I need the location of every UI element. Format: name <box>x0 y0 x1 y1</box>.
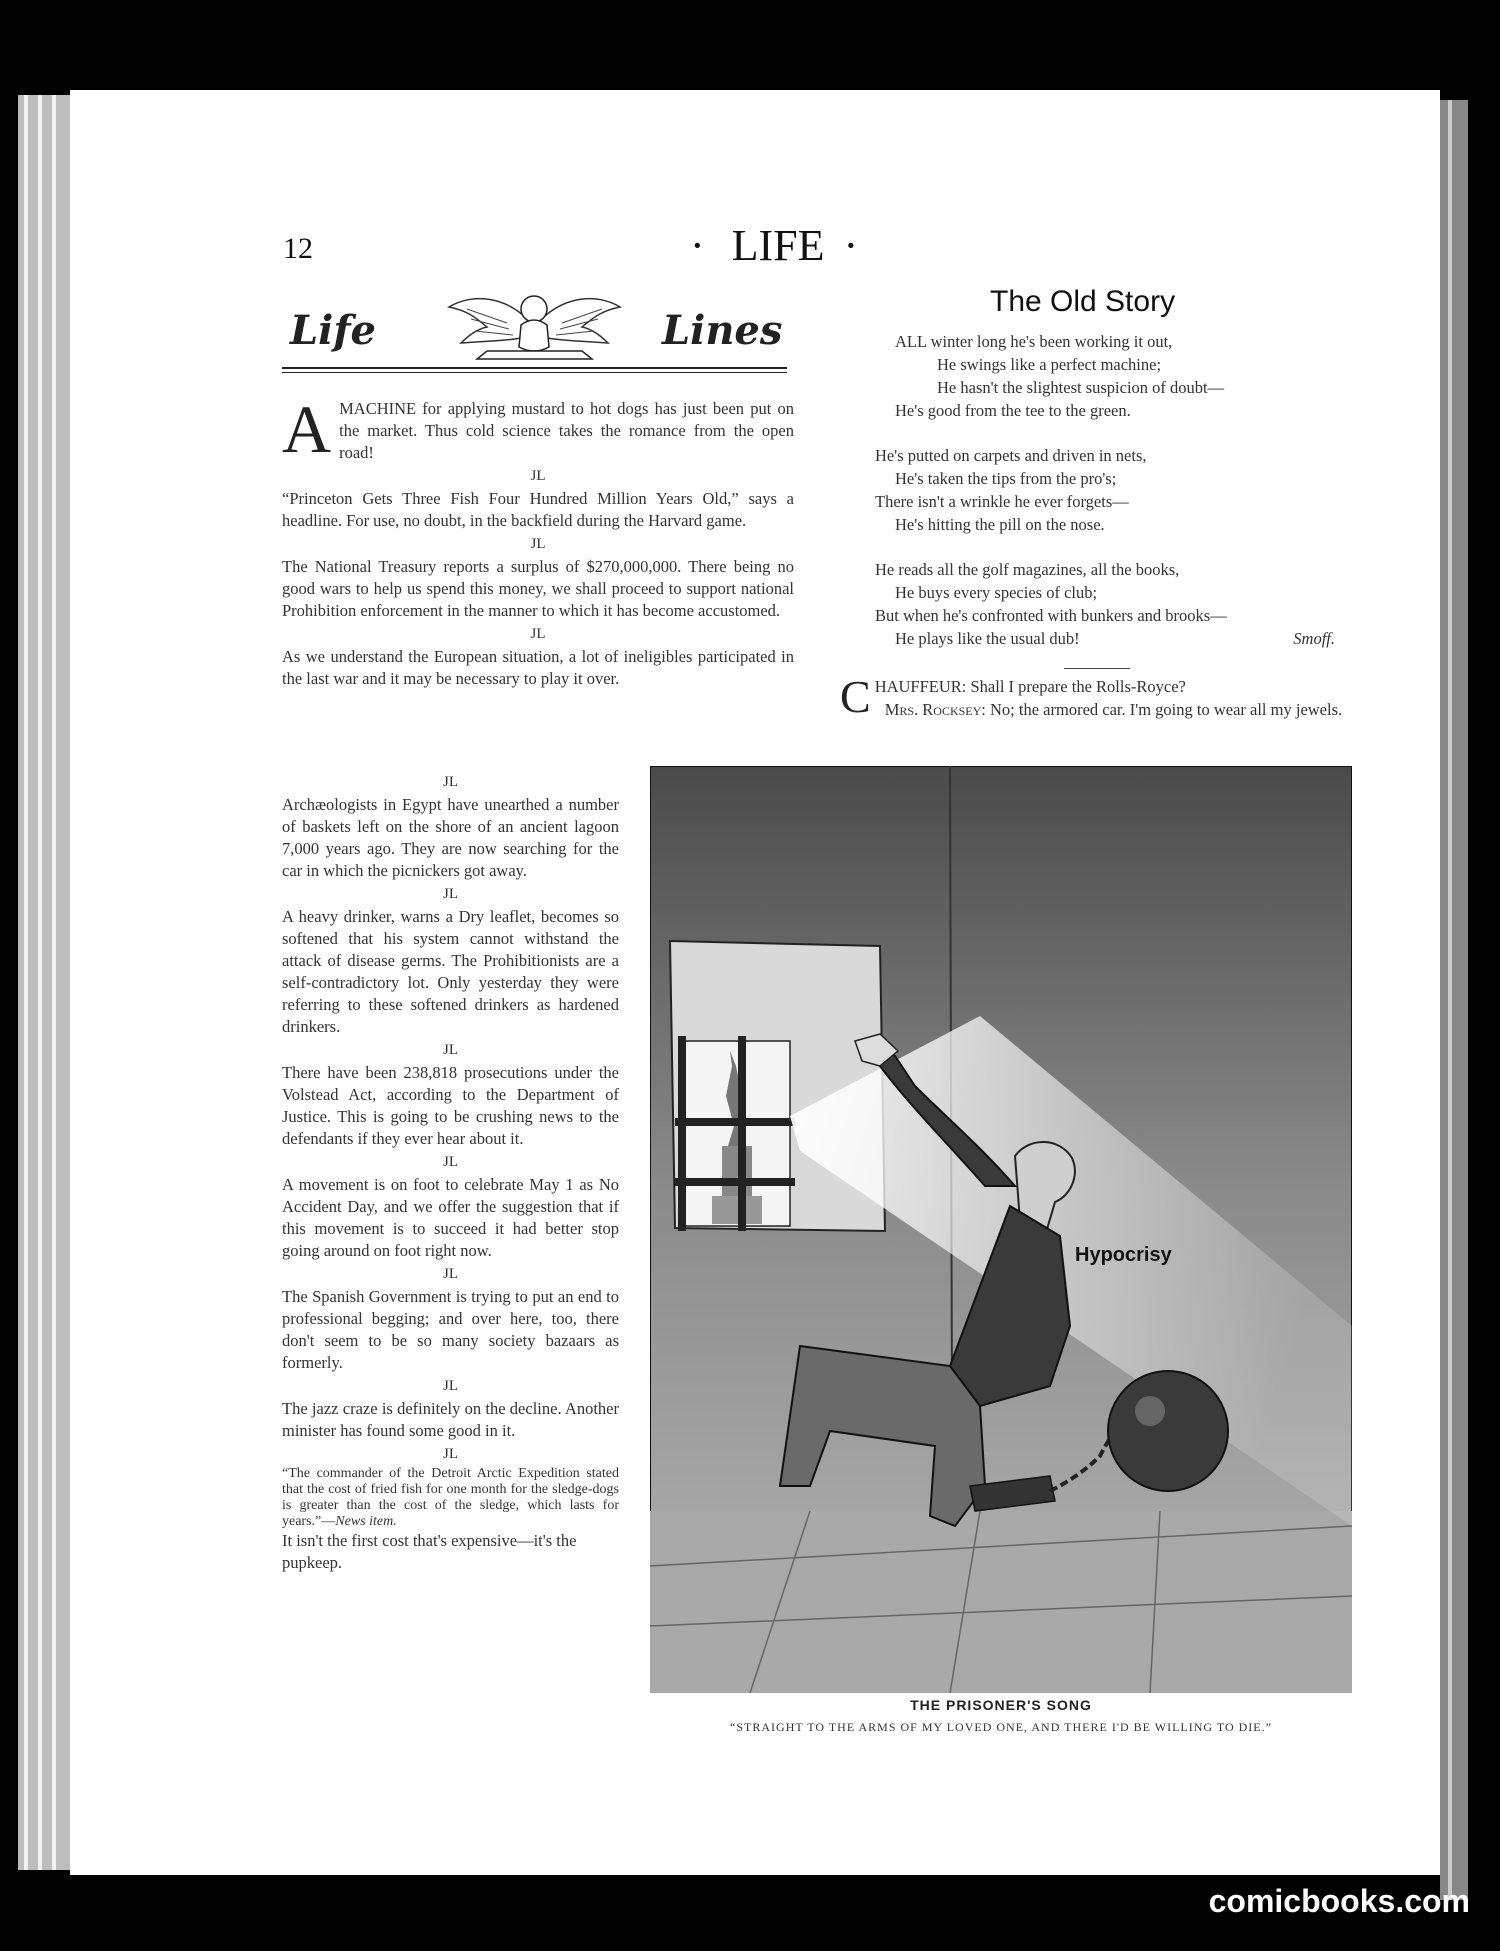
poem-signature: Smoff. <box>1293 629 1335 648</box>
separator-mark: JL <box>443 1154 458 1170</box>
cartoon-caption-quote: “STRAIGHT TO THE ARMS OF MY LOVED ONE, AND THERE I'D BE WILLING TO DIE.” <box>730 1720 1272 1734</box>
poem-stanza <box>875 558 1335 650</box>
paragraph: AMACHINE for applying mustard to hot dogs has just been put on the market. Thus cold science takes the romance from the open road! <box>282 391 794 467</box>
dropcap: C <box>840 671 871 722</box>
dropcap: A <box>282 391 332 467</box>
paragraph: A movement is on foot to celebrate May 1 as No Accident Day, and we offer the suggestion that if this movement is to succeed it had better stop going around on foot right now. <box>282 1175 619 1260</box>
prisoner-cartoon-illustration <box>650 766 1352 1693</box>
heading-rule <box>282 372 787 373</box>
separator-mark: JL <box>530 536 546 552</box>
poem-line: He's good from the tee to the green. <box>895 401 1131 420</box>
paragraph: The National Treasury reports a surplus of $270,000,000. There being no good wars to help us spend this money, we shall proceed to support national Prohibition enforcement in the manner to which it has become accustomed. <box>282 557 794 620</box>
life-lines-column-bottom <box>282 770 619 1574</box>
page-edge <box>52 95 56 1870</box>
watermark: comicbooks.com <box>1208 1883 1470 1919</box>
poem-stanza <box>875 444 1335 536</box>
poem-line: He hasn't the slightest suspicion of doubt— <box>937 378 1225 397</box>
poem-line: He's putted on carpets and driven in nets, <box>875 446 1147 465</box>
chauffeur-joke: CHAUFFEUR: Shall I prepare the Rolls-Royce? Mrs. Rocksey: No; the armored car. I'm going to wear all my jewels. <box>840 671 1343 722</box>
poem-line: He reads all the golf magazines, all the books, <box>875 560 1180 579</box>
heading-rule <box>282 367 787 369</box>
separator-mark: JL <box>443 1446 458 1462</box>
paragraph: The jazz craze is definitely on the decline. Another minister has found some good in it. <box>282 1399 619 1440</box>
life-lines-column-top <box>282 391 794 690</box>
closing-line: It isn't the first cost that's expensive—it's the pupkeep. <box>282 1531 577 1572</box>
separator-mark: JL <box>443 886 458 902</box>
paragraph: Archæologists in Egypt have unearthed a number of baskets left on the shore of an ancient lagoon 7,000 years ago. They are now searching for the car in which the picnickers got away. <box>282 795 619 880</box>
poem-line: There isn't a wrinkle he ever forgets— <box>875 492 1129 511</box>
cartoon-caption-title: THE PRISONER'S SONG <box>910 1697 1092 1713</box>
quoted-news-item: “The commander of the Detroit Arctic Expedition stated that the cost of fried fish for one month for the sledge-dogs is greater than the cost of the sledge, which lasts for years.”—News item. <box>282 1466 619 1529</box>
poem-line: But when he's confronted with bunkers and brooks— <box>875 606 1227 625</box>
separator-mark: JL <box>443 1266 458 1282</box>
separator-mark: JL <box>443 1042 458 1058</box>
separator-mark: JL <box>530 468 546 484</box>
hypocrisy-label: Hypocrisy <box>1075 1244 1172 1266</box>
heading-right-word: Lines <box>662 307 783 354</box>
poem-line: He's hitting the pill on the nose. <box>895 515 1105 534</box>
winged-cherub-icon <box>447 285 622 365</box>
poem-stanza <box>875 330 1335 422</box>
page-edge <box>24 95 28 1870</box>
separator-mark: JL <box>443 774 458 790</box>
masthead: · LIFE · <box>690 221 867 270</box>
paragraph: As we understand the European situation, a lot of ineligibles participated in the last war and it may be necessary to play it over. <box>282 647 794 688</box>
masthead-title: LIFE <box>731 221 825 270</box>
poem-line: He buys every species of club; <box>895 583 1098 602</box>
poem-line: He swings like a perfect machine; <box>937 355 1162 374</box>
paragraph: A heavy drinker, warns a Dry leaflet, becomes so softened that his system cannot withstand the attack of disease germs. The Prohibitionists are a self-contradictory lot. Only yesterday they were referring to these softened drinkers as hardened drinkers. <box>282 907 619 1036</box>
poem <box>875 330 1335 672</box>
paragraph: There have been 238,818 prosecutions under the Volstead Act, according to the Department of Justice. This is going to be crushing news to the defendants if they ever hear about it. <box>282 1063 619 1148</box>
separator-mark: JL <box>443 1378 458 1394</box>
page-number: 12 <box>283 232 313 265</box>
paragraph: “Princeton Gets Three Fish Four Hundred Million Years Old,” says a headline. For use, no doubt, in the backfield during the Harvard game. <box>282 489 794 530</box>
life-lines-heading <box>282 285 787 380</box>
poem-title: The Old Story <box>990 285 1176 318</box>
poem-line: ALL winter long he's been working it out, <box>895 332 1173 351</box>
paragraph: The Spanish Government is trying to put an end to professional begging; and over here, too, there don't seem to be so many society bazaars as formerly. <box>282 1287 619 1372</box>
page-edge <box>38 95 42 1870</box>
separator-mark: JL <box>530 626 546 642</box>
poem-line: He plays like the usual dub! <box>895 629 1080 648</box>
section-divider <box>1064 668 1130 669</box>
poem-line: He's taken the tips from the pro's; <box>895 469 1117 488</box>
facing-page-edge <box>1440 100 1468 1900</box>
heading-left-word: Life <box>290 307 376 354</box>
